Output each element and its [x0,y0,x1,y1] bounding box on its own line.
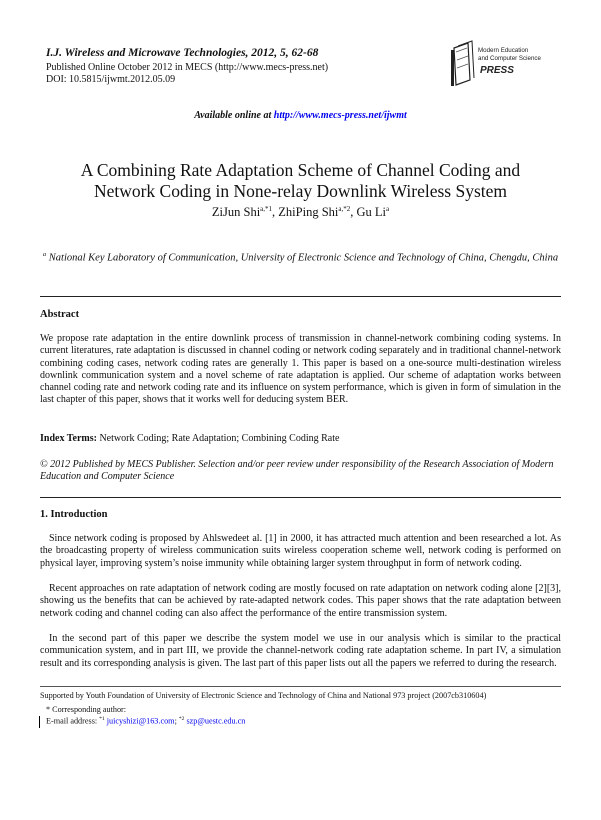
author-separator: , [350,205,357,220]
author-3: Gu Li [356,205,386,220]
author-separator: , [272,205,279,220]
author-3-affiliation: a [386,205,390,213]
email-1-marker: *1 [99,716,105,722]
book-stack-icon [448,40,558,90]
journal-title: I.J. Wireless and Microwave Technologies, 2012, 5, 62-68 [46,47,319,59]
journal-publication-info: Published Online October 2012 in MECS (http://www.mecs-press.net) [46,62,329,73]
publisher-logo [448,40,558,90]
affiliation-text: National Key Laboratory of Communication, University of Electronic Science and Technology of China, Chengdu, China [46,252,559,264]
email-link-2[interactable]: szp@uestc.edu.cn [186,716,246,726]
author-1: ZiJun Shi [211,205,261,220]
author-list [0,205,601,220]
email-link-1[interactable]: juicyshizi@163.com [106,716,175,726]
affiliation-marker: a [42,251,47,258]
intro-paragraph-2: Recent approaches on rate adaptation of network coding are mostly focused on rate adaptation on network coding alone [2][3], showing us the benefits that can be achieved by rate-adapted network codes. This paper shows that the rate adaptation between network coding and channel coding can also affect the performance of the entire transmission system. [40,583,561,619]
abstract-heading: Abstract [40,309,80,320]
available-online-label: Available online at [194,110,274,121]
paper-title-line-2: Network Coding in None-relay Downlink Wireless System [93,181,508,201]
section-heading-introduction: 1. Introduction [40,509,108,520]
email-2-marker: *2 [178,716,185,722]
intro-paragraph-3: In the second part of this paper we describe the system model we use in our analysis which is similar to the practical communication system, and in part III, we provide the channel-network coding rate adaptation scheme. In part IV, a simulation result and its corresponding analysis is given. The last part of this paper lists out all the papers we referred to during the research. [40,633,561,669]
available-online [0,110,601,121]
footnote-divider [40,686,561,687]
author-2: ZhiPing Shi [278,205,339,220]
logo-text-3: PRESS [480,65,514,76]
corresponding-author-note: * Corresponding author: [46,705,127,714]
author-1-affiliation: a,*1 [260,205,273,213]
author-2-affiliation: a,*2 [338,205,351,213]
funding-footnote: Supported by Youth Foundation of University of Electronic Science and Technology of China and National 973 project (2007cb310604) [40,691,487,700]
email-footnote [46,716,245,726]
email-separator: ; [174,716,179,726]
index-terms-text: Network Coding; Rate Adaptation; Combining Coding Rate [96,433,340,444]
email-label: E-mail address: [46,716,100,726]
journal-url-link[interactable]: http://www.mecs-press.net/ijwmt [273,110,407,121]
index-terms-label: Index Terms: [40,433,97,444]
divider [40,497,561,498]
intro-paragraph-1: Since network coding is proposed by Ahlswedeet al. [1] in 2000, it has attracted much attention and been researched a lot. As the broadcasting property of wireless communication suits wireless cooperation scheme well, network coding is performed on physical layer, improving system’s noise immunity while obtaining larger system throughput in form of network coding. [40,533,561,569]
copyright-notice: © 2012 Published by MECS Publisher. Selection and/or peer review under responsibility of the Research Association of Modern Education and Computer Science [40,459,554,483]
logo-text-2: and Computer Science [478,55,541,62]
index-terms [40,433,561,445]
divider [40,296,561,297]
margin-marker [39,716,40,728]
affiliation [40,248,561,265]
paper-title-line-1: A Combining Rate Adaptation Scheme of Channel Coding and [80,160,521,180]
journal-doi: DOI: 10.5815/ijwmt.2012.05.09 [46,74,176,85]
abstract-body: We propose rate adaptation in the entire downlink process of transmission in channel-network combining coding systems. In current literatures, rate adaptation is discussed in channel coding or network coding separately and in traditional channel-network combining coding cases, network coding rates are generally 1. This paper is based on a one-source multi-destination wireless downlink communication system and a novel scheme of rate adaptation is applied. Our scheme of adaptation works between channel coding rate and network coding rate and its influence on system performance, which is given in form of simulation in the last chapter of this paper, shows that it works well for deducing system BER. [40,333,561,406]
logo-text-1: Modern Education [478,47,529,54]
paper-title [40,160,561,202]
